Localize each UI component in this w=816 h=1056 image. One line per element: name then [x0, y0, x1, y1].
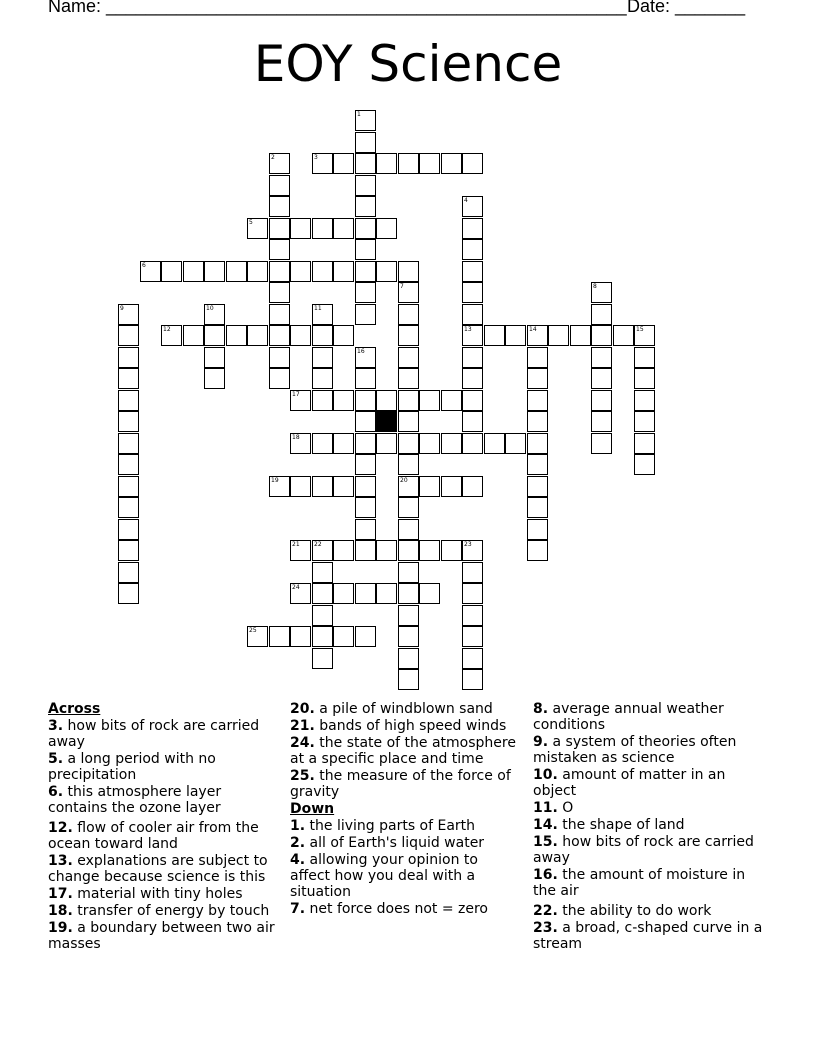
clue-number: 6: [142, 262, 146, 269]
clue-column-3: [533, 701, 765, 953]
grid-cell[interactable]: [333, 476, 354, 497]
clue-number: 4: [464, 197, 468, 204]
grid-cell[interactable]: [269, 153, 290, 174]
grid-cell[interactable]: [634, 433, 655, 454]
grid-cell[interactable]: [312, 476, 333, 497]
grid-cell[interactable]: [376, 218, 397, 239]
grid-cell[interactable]: [634, 411, 655, 432]
grid-cell[interactable]: [312, 433, 333, 454]
grid-cell[interactable]: [634, 454, 655, 475]
grid-cell[interactable]: [204, 325, 225, 346]
grid-cell[interactable]: [527, 347, 548, 368]
grid-cell[interactable]: [355, 218, 376, 239]
grid-cell[interactable]: [462, 261, 483, 282]
grid-cell[interactable]: [398, 261, 419, 282]
grid-cell[interactable]: [290, 390, 311, 411]
grid-cell[interactable]: [505, 325, 526, 346]
grid-cell[interactable]: [462, 411, 483, 432]
grid-cell[interactable]: [376, 433, 397, 454]
grid-cell[interactable]: [527, 390, 548, 411]
grid-cell[interactable]: [355, 390, 376, 411]
clue-number: 8: [593, 283, 597, 290]
clue-across-21: 21. bands of high speed winds: [290, 718, 507, 734]
clue-number: 21: [292, 541, 300, 548]
grid-cell[interactable]: [355, 132, 376, 153]
grid-cell[interactable]: [269, 304, 290, 325]
grid-cell[interactable]: [290, 540, 311, 561]
clue-down-9: 9. a system of theories often mistaken as science: [533, 734, 737, 766]
clue-down-4: 4. allowing your opinion to affect how you deal with a situation: [290, 852, 478, 900]
grid-cell[interactable]: [312, 153, 333, 174]
grid-cell[interactable]: [333, 218, 354, 239]
grid-cell[interactable]: [462, 368, 483, 389]
grid-cell[interactable]: [441, 433, 462, 454]
grid-cell[interactable]: [333, 153, 354, 174]
clue-number: 22: [314, 541, 322, 548]
grid-cell[interactable]: [269, 196, 290, 217]
clue-number: 15: [636, 326, 644, 333]
clue-down-15: 15. how bits of rock are carried away: [533, 834, 754, 866]
grid-cell[interactable]: [591, 347, 612, 368]
grid-cell[interactable]: [312, 325, 333, 346]
grid-cell[interactable]: [398, 433, 419, 454]
clue-down-11: 11. O: [533, 800, 574, 816]
grid-cell[interactable]: [290, 476, 311, 497]
grid-cell[interactable]: [269, 282, 290, 303]
grid-cell[interactable]: [634, 347, 655, 368]
grid-cell[interactable]: [591, 282, 612, 303]
grid-cell[interactable]: [355, 454, 376, 475]
grid-cell[interactable]: [312, 562, 333, 583]
grid-cell[interactable]: [290, 218, 311, 239]
clue-down-16: 16. the amount of moisture in the air: [533, 867, 746, 899]
grid-cell[interactable]: [312, 390, 333, 411]
clue-across-19: 19. a boundary between two air masses: [48, 920, 275, 952]
grid-cell[interactable]: [247, 218, 268, 239]
grid-cell[interactable]: [355, 411, 376, 432]
grid-cell[interactable]: [312, 540, 333, 561]
grid-cell[interactable]: [398, 411, 419, 432]
grid-cell[interactable]: [183, 325, 204, 346]
grid-cell[interactable]: [462, 583, 483, 604]
grid-cell[interactable]: [591, 433, 612, 454]
grid-cell[interactable]: [462, 540, 483, 561]
grid-cell[interactable]: [333, 390, 354, 411]
grid-cell[interactable]: [333, 540, 354, 561]
clue-number: 18: [292, 434, 300, 441]
clue-column-2: [290, 701, 522, 918]
clue-across-24: 24. the state of the atmosphere at a specific place and time: [290, 735, 516, 767]
grid-cell[interactable]: [398, 325, 419, 346]
grid-cell[interactable]: [355, 519, 376, 540]
grid-cell[interactable]: [161, 261, 182, 282]
grid-cell[interactable]: [118, 454, 139, 475]
grid-cell[interactable]: [527, 519, 548, 540]
grid-cell[interactable]: [462, 325, 483, 346]
grid-cell[interactable]: [312, 583, 333, 604]
grid-cell[interactable]: [118, 411, 139, 432]
grid-cell[interactable]: [462, 648, 483, 669]
grid-cell[interactable]: [462, 304, 483, 325]
grid-cell[interactable]: [269, 325, 290, 346]
grid-cell[interactable]: [355, 347, 376, 368]
grid-cell[interactable]: [312, 261, 333, 282]
grid-cell[interactable]: [398, 562, 419, 583]
grid-cell[interactable]: [398, 347, 419, 368]
grid-cell[interactable]: [269, 368, 290, 389]
grid-cell[interactable]: [118, 347, 139, 368]
across-heading: Across: [48, 701, 101, 717]
clue-number: 13: [464, 326, 472, 333]
grid-cell[interactable]: [398, 476, 419, 497]
grid-cell[interactable]: [118, 390, 139, 411]
grid-cell[interactable]: [312, 218, 333, 239]
grid-cell[interactable]: [269, 347, 290, 368]
clue-number: 23: [464, 541, 472, 548]
grid-cell[interactable]: [333, 433, 354, 454]
grid-cell[interactable]: [398, 626, 419, 647]
clue-across-13: 13. explanations are subject to change because science is this: [48, 853, 268, 885]
grid-cell[interactable]: [204, 304, 225, 325]
grid-cell[interactable]: [269, 175, 290, 196]
grid-cell[interactable]: [398, 669, 419, 690]
grid-cell[interactable]: [247, 626, 268, 647]
clue-number: 25: [249, 627, 257, 634]
grid-cell[interactable]: [441, 390, 462, 411]
grid-cell[interactable]: [204, 261, 225, 282]
grid-cell[interactable]: [355, 239, 376, 260]
clue-down-1: 1. the living parts of Earth: [290, 818, 476, 834]
clue-number: 19: [271, 477, 279, 484]
grid-cell[interactable]: [548, 325, 569, 346]
grid-cell[interactable]: [269, 476, 290, 497]
grid-cell[interactable]: [398, 153, 419, 174]
grid-cell[interactable]: [398, 390, 419, 411]
grid-cell[interactable]: [462, 218, 483, 239]
grid-cell[interactable]: [312, 368, 333, 389]
clue-down-8: 8. average annual weather conditions: [533, 701, 724, 733]
grid-cell[interactable]: [183, 261, 204, 282]
grid-cell[interactable]: [527, 411, 548, 432]
grid-cell[interactable]: [118, 540, 139, 561]
grid-cell[interactable]: [398, 605, 419, 626]
grid-cell[interactable]: [355, 626, 376, 647]
grid-cell[interactable]: [591, 325, 612, 346]
grid-cell[interactable]: [527, 540, 548, 561]
grid-cell[interactable]: [161, 325, 182, 346]
grid-cell[interactable]: [462, 390, 483, 411]
clue-across-3: 3. how bits of rock are carried away: [48, 718, 260, 750]
grid-cell[interactable]: [118, 562, 139, 583]
grid-cell[interactable]: [376, 261, 397, 282]
clue-down-10: 10. amount of matter in an object: [533, 767, 726, 799]
grid-cell[interactable]: [247, 261, 268, 282]
grid-cell[interactable]: [376, 583, 397, 604]
grid-cell[interactable]: [333, 325, 354, 346]
clue-number: 17: [292, 391, 300, 398]
clue-across-17: 17. material with tiny holes: [48, 886, 243, 902]
grid-cell[interactable]: [355, 153, 376, 174]
grid-cell[interactable]: [355, 261, 376, 282]
grid-cell[interactable]: [312, 605, 333, 626]
clue-down-14: 14. the shape of land: [533, 817, 685, 833]
grid-cell[interactable]: [118, 368, 139, 389]
grid-cell[interactable]: [419, 540, 440, 561]
grid-cell[interactable]: [591, 390, 612, 411]
grid-cell[interactable]: [398, 368, 419, 389]
grid-cell[interactable]: [226, 261, 247, 282]
grid-cell[interactable]: [462, 196, 483, 217]
grid-cell[interactable]: [376, 390, 397, 411]
grid-cell[interactable]: [462, 605, 483, 626]
grid-cell[interactable]: [462, 282, 483, 303]
grid-cell[interactable]: [462, 433, 483, 454]
name-field: Name: ____________________________________________________: [48, 0, 627, 16]
grid-cell[interactable]: [355, 110, 376, 131]
grid-cell[interactable]: [527, 368, 548, 389]
grid-cell[interactable]: [376, 153, 397, 174]
grid-cell[interactable]: [634, 390, 655, 411]
grid-cell[interactable]: [118, 304, 139, 325]
clue-down-22: 22. the ability to do work: [533, 903, 712, 919]
clue-column-1: [48, 701, 276, 953]
clue-number: 5: [249, 219, 253, 226]
grid-cell[interactable]: [269, 626, 290, 647]
clue-number: 3: [314, 154, 318, 161]
grid-cell[interactable]: [290, 325, 311, 346]
grid-cell[interactable]: [226, 325, 247, 346]
grid-cell[interactable]: [355, 282, 376, 303]
grid-cell[interactable]: [355, 196, 376, 217]
clue-number: 20: [400, 477, 408, 484]
clue-across-6: 6. this atmosphere layer contains the ozone layer: [48, 784, 222, 816]
grid-cell[interactable]: [419, 433, 440, 454]
clue-across-18: 18. transfer of energy by touch: [48, 903, 270, 919]
grid-cell[interactable]: [398, 304, 419, 325]
grid-cell[interactable]: [591, 368, 612, 389]
grid-cell[interactable]: [527, 497, 548, 518]
grid-cell[interactable]: [398, 519, 419, 540]
grid-cell[interactable]: [355, 304, 376, 325]
grid-cell[interactable]: [398, 648, 419, 669]
grid-cell[interactable]: [376, 540, 397, 561]
grid-cell[interactable]: [462, 626, 483, 647]
grid-cell[interactable]: [355, 368, 376, 389]
grid-cell[interactable]: [570, 325, 591, 346]
grid-cell[interactable]: [527, 454, 548, 475]
grid-cell[interactable]: [462, 239, 483, 260]
grid-cell[interactable]: [462, 562, 483, 583]
grid-cell[interactable]: [333, 261, 354, 282]
grid-cell[interactable]: [419, 583, 440, 604]
clue-number: 24: [292, 584, 300, 591]
clue-across-20: 20. a pile of windblown sand: [290, 701, 493, 717]
page-title: EOY Science: [253, 35, 563, 93]
grid-cell[interactable]: [118, 476, 139, 497]
grid-cell[interactable]: [355, 433, 376, 454]
grid-cell[interactable]: [591, 411, 612, 432]
clue-number: 7: [400, 283, 404, 290]
grid-cell[interactable]: [118, 583, 139, 604]
grid-cell[interactable]: [634, 368, 655, 389]
grid-cell[interactable]: [355, 497, 376, 518]
grid-cell[interactable]: [312, 347, 333, 368]
grid-cell[interactable]: [312, 626, 333, 647]
grid-cell[interactable]: [591, 304, 612, 325]
grid-cell[interactable]: [419, 390, 440, 411]
grid-cell[interactable]: [247, 325, 268, 346]
grid-cell[interactable]: [398, 497, 419, 518]
grid-cell[interactable]: [398, 282, 419, 303]
grid-cell[interactable]: [462, 347, 483, 368]
grid-cell[interactable]: [398, 583, 419, 604]
clue-down-23: 23. a broad, c-shaped curve in a stream: [533, 920, 763, 952]
clue-across-5: 5. a long period with no precipitation: [48, 751, 216, 783]
grid-cell[interactable]: [441, 476, 462, 497]
clue-number: 10: [206, 305, 214, 312]
grid-cell[interactable]: [441, 153, 462, 174]
clue-across-25: 25. the measure of the force of gravity: [290, 768, 511, 800]
grid-cell[interactable]: [462, 669, 483, 690]
grid-cell[interactable]: [333, 626, 354, 647]
grid-cell[interactable]: [355, 175, 376, 196]
clue-number: 12: [163, 326, 171, 333]
grid-cell[interactable]: [527, 433, 548, 454]
grid-cell[interactable]: [290, 583, 311, 604]
grid-cell[interactable]: [312, 648, 333, 669]
grid-cell[interactable]: [505, 433, 526, 454]
grid-cell[interactable]: [355, 476, 376, 497]
grid-cell[interactable]: [355, 540, 376, 561]
grid-cell[interactable]: [204, 368, 225, 389]
black-square: [376, 411, 397, 432]
grid-cell[interactable]: [613, 325, 634, 346]
grid-cell[interactable]: [527, 476, 548, 497]
grid-cell[interactable]: [269, 261, 290, 282]
clue-number: 2: [271, 154, 275, 161]
clue-number: 9: [120, 305, 124, 312]
grid-cell[interactable]: [441, 540, 462, 561]
clue-number: 16: [357, 348, 365, 355]
grid-cell[interactable]: [118, 519, 139, 540]
clue-down-7: 7. net force does not = zero: [290, 901, 488, 917]
grid-cell[interactable]: [398, 454, 419, 475]
grid-cell[interactable]: [290, 261, 311, 282]
grid-cell[interactable]: [527, 325, 548, 346]
grid-cell[interactable]: [484, 325, 505, 346]
grid-cell[interactable]: [419, 153, 440, 174]
grid-cell[interactable]: [419, 476, 440, 497]
grid-cell[interactable]: [333, 583, 354, 604]
grid-cell[interactable]: [140, 261, 161, 282]
grid-cell[interactable]: [204, 347, 225, 368]
grid-cell[interactable]: [634, 325, 655, 346]
grid-cell[interactable]: [462, 153, 483, 174]
clue-number: 14: [529, 326, 537, 333]
grid-cell[interactable]: [290, 626, 311, 647]
grid-cell[interactable]: [118, 325, 139, 346]
grid-cell[interactable]: [355, 583, 376, 604]
grid-cell[interactable]: [484, 433, 505, 454]
grid-cell[interactable]: [462, 476, 483, 497]
grid-cell[interactable]: [269, 239, 290, 260]
grid-cell[interactable]: [269, 218, 290, 239]
grid-cell[interactable]: [118, 433, 139, 454]
grid-cell[interactable]: [312, 304, 333, 325]
grid-cell[interactable]: [398, 540, 419, 561]
down-heading: Down: [290, 801, 335, 817]
grid-cell[interactable]: [118, 497, 139, 518]
grid-cell[interactable]: [290, 433, 311, 454]
clue-number: 11: [314, 305, 322, 312]
clue-across-12: 12. flow of cooler air from the ocean toward land: [48, 820, 259, 852]
date-field: Date: _______: [627, 0, 746, 16]
clue-number: 1: [357, 111, 361, 118]
clue-down-2: 2. all of Earth's liquid water: [290, 835, 485, 851]
